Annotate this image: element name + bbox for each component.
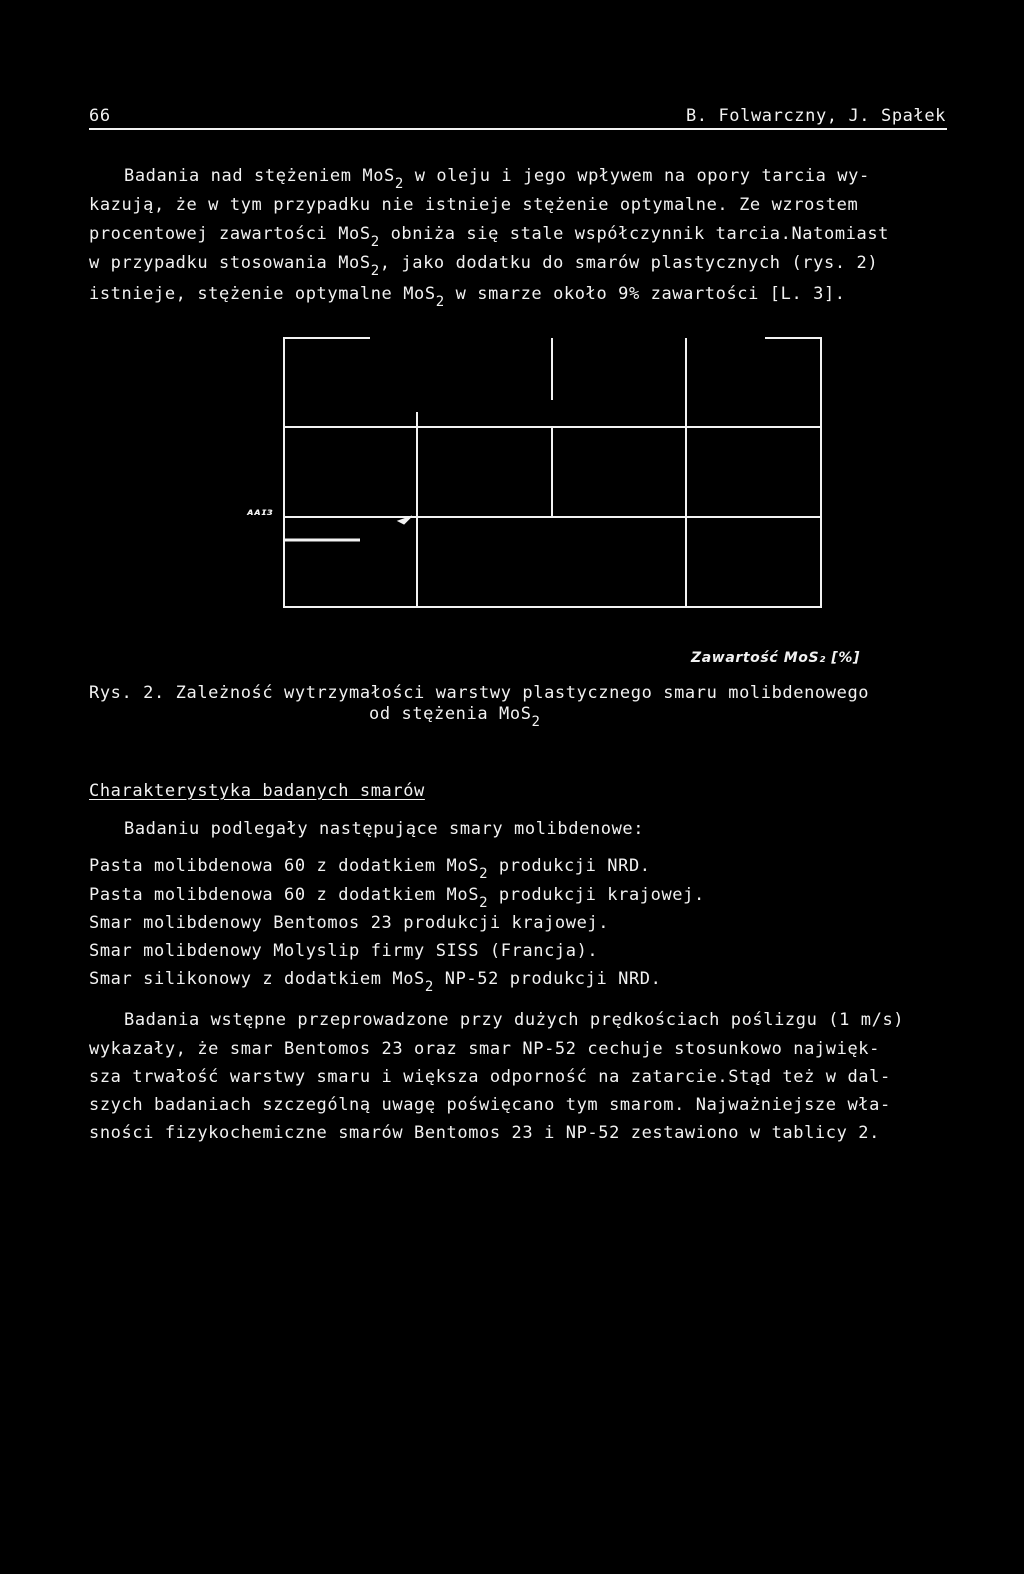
section-heading: Charakterystyka badanych smarów [89,781,425,801]
list-item: Smar silikonowy z dodatkiem MoS$_2$ NP-52 produkcji NRD. [89,969,662,995]
intro-line: kazują, że w tym przypadku nie istnieje stężenie optymalne. Ze wzrostem [89,195,859,215]
page-number: 66 [89,106,111,126]
closing-line: sza trwałość warstwy smaru i większa odporność na zatarcie.Stąd też w dal- [89,1067,891,1087]
list-item: Smar molibdenowy Molyslip firmy SISS (Francja). [89,941,599,961]
list-item: Pasta molibdenowa 60 z dodatkiem MoS$_2$ produkcji krajowej. [89,885,705,911]
section-intro: Badaniu podlegały następujące smary molibdenowe: [124,819,645,839]
closing-line: wykazały, że smar Bentomos 23 oraz smar NP-52 cechuje stosunkowo najwięk- [89,1039,880,1059]
list-item: Smar molibdenowy Bentomos 23 produkcji krajowej. [89,913,610,933]
closing-line: szych badaniach szczególną uwagę poświęcano tym smarom. Najważniejsze wła- [89,1095,891,1115]
figure-chart [0,0,1024,700]
figure-caption: Rys. 2. Zależność wytrzymałości warstwy plastycznego smaru molibdenowego [89,683,870,703]
intro-line: istnieje, stężenie optymalne MoS$_2$ w smarze około 9% zawartości [L. 3]. [89,284,846,310]
closing-line: sności fizykochemiczne smarów Bentomos 23 i NP-52 zestawiono w tablicy 2. [89,1123,880,1143]
intro-line: Badania nad stężeniem MoS$_2$ w oleju i jego wpływem na opory tarcia wy- [124,166,870,192]
intro-line: procentowej zawartości MoS$_2$ obniża się stale współczynnik tarcia.Natomiast [89,224,889,250]
list-item: Pasta molibdenowa 60 z dodatkiem MoS$_2$ produkcji NRD. [89,856,651,882]
closing-line: Badania wstępne przeprowadzone przy dużych prędkościach poślizgu (1 m/s) [124,1010,905,1030]
figure-left-label: ᴀᴀɪɜ [247,507,274,518]
figure-axis-label: Zawartość MoS₂ [%] [691,650,860,666]
running-head-authors: B. Folwarczny, J. Spałek [685,106,946,126]
intro-line: w przypadku stosowania MoS$_2$, jako dodatku do smarów plastycznych (rys. 2) [89,253,879,279]
figure-caption-line2: od stężenia MoS$_2$ [369,704,541,730]
